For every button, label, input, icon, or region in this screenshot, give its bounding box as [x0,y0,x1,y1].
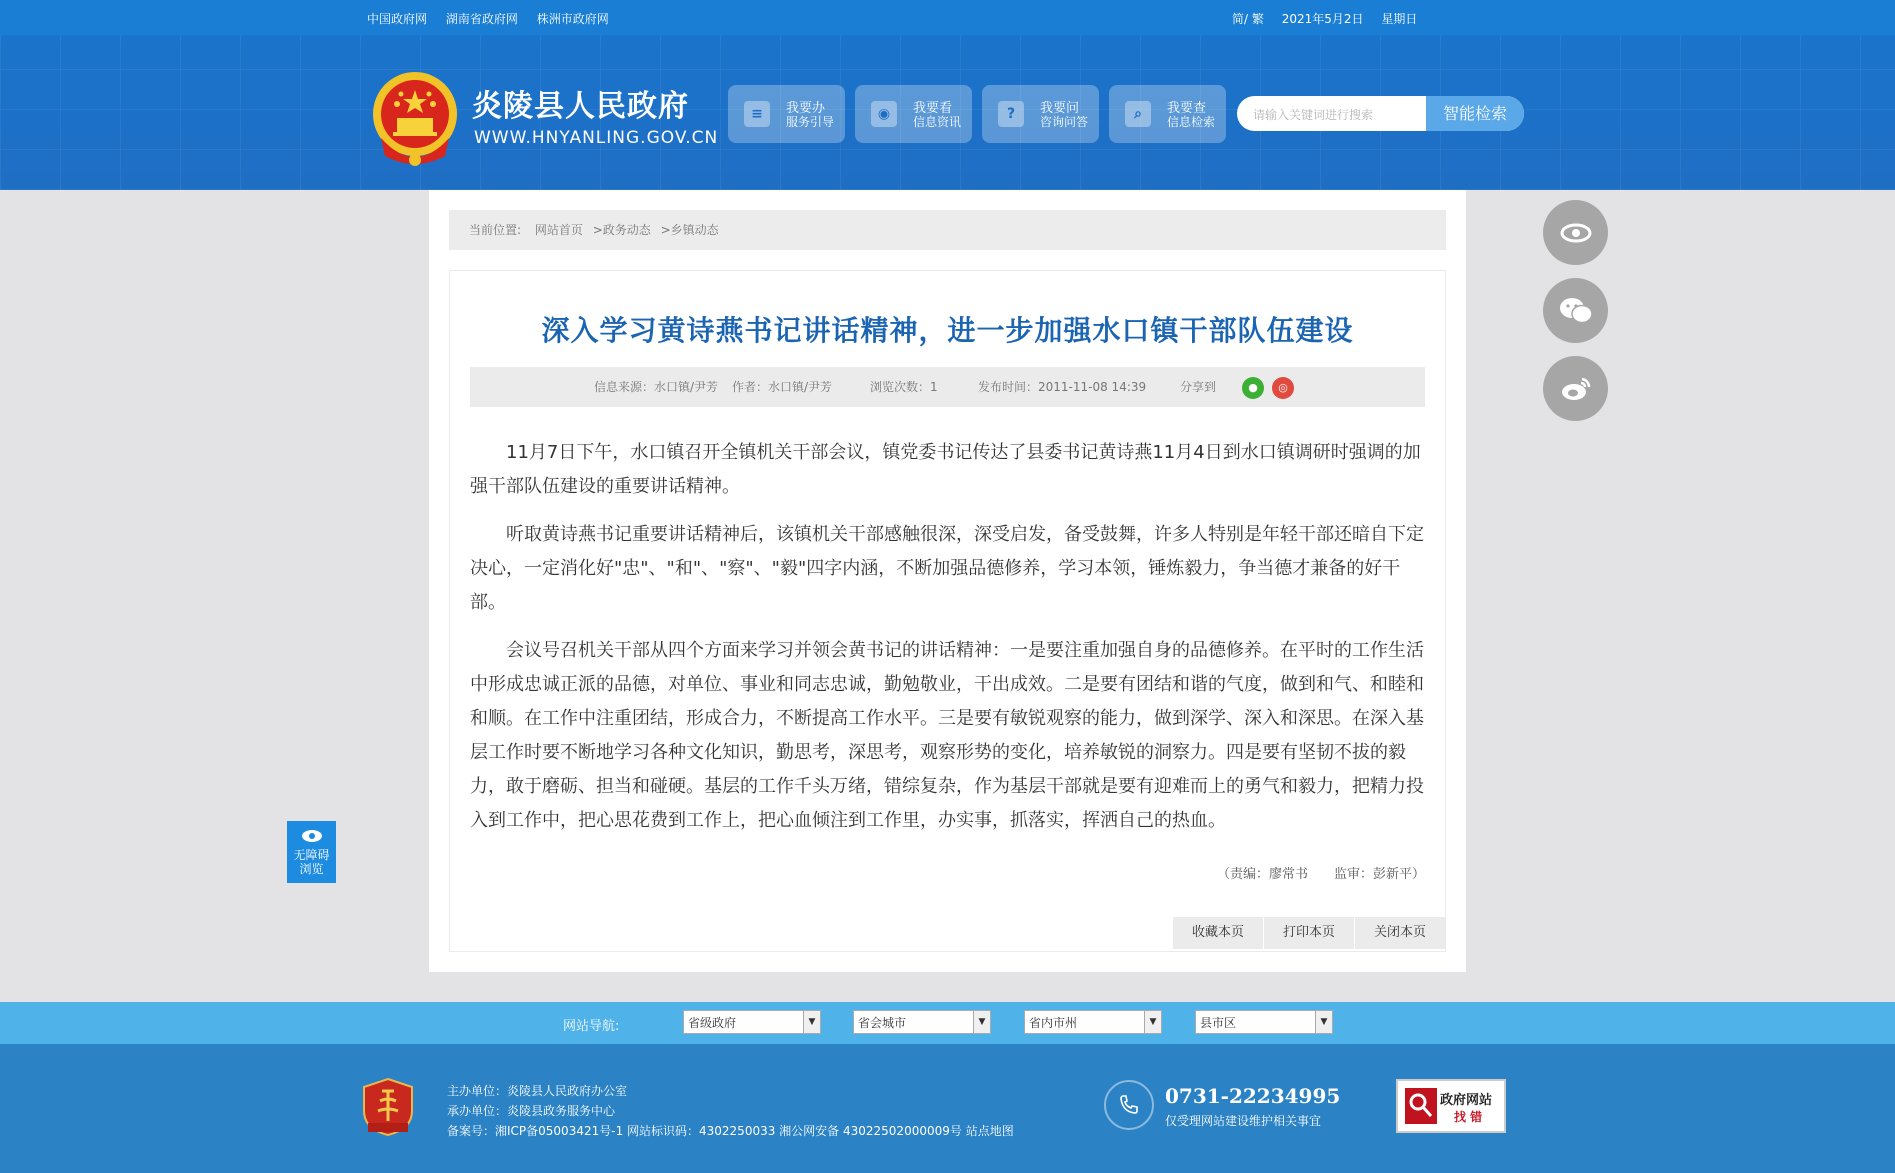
info-news-title: 我要看 [913,101,953,116]
eye-icon [1560,223,1592,243]
top-bar [0,0,1895,35]
side-wechat-button[interactable] [1543,278,1608,343]
info-news-button[interactable] [855,85,972,143]
service-guide-title: 我要办 [786,101,826,116]
accessibility-button[interactable] [287,821,336,883]
consult-qa-title: 我要问 [1040,101,1080,116]
wechat-icon [1559,297,1593,325]
breadcrumb [449,210,1446,250]
badge-subtitle: 找 错 [1454,1110,1483,1124]
bookmark-page-button[interactable]: 收藏本页 [1173,917,1263,949]
chevron-down-icon: ▼ [1144,1011,1161,1033]
current-weekday: 星期日 [1381,12,1418,26]
meta-views: 浏览次数：1 [870,380,938,394]
chevron-down-icon: ▼ [973,1011,990,1033]
site-url: WWW.HNYANLING.GOV.CN [474,128,719,148]
side-weibo-button[interactable] [1543,356,1608,421]
weibo-icon [1560,376,1592,402]
breadcrumb-gov-news[interactable]: >政务动态 [592,223,651,237]
chevron-down-icon: ▼ [1315,1011,1332,1033]
site-nav-bar [0,1002,1895,1044]
footer-host: 主办单位：炎陵县人民政府办公室 [447,1084,628,1098]
select-provincial-gov[interactable] [683,1010,821,1034]
accessibility-label-1: 无障碍 [293,848,330,862]
side-view-button[interactable] [1543,200,1608,265]
select-capital-cities-value: 省会城市 [858,1016,907,1030]
select-provincial-gov-value: 省级政府 [688,1016,737,1030]
site-footer [0,1044,1895,1173]
accessibility-label-2: 浏览 [299,862,324,876]
main-content [429,190,1466,972]
wechat-share-icon[interactable]: ● [1242,377,1264,399]
select-province-cities-value: 省内市州 [1029,1016,1078,1030]
info-news-subtitle: 信息资讯 [913,115,962,129]
article [449,270,1446,952]
consult-qa-subtitle: 咨询问答 [1040,115,1089,129]
party-gov-organ-logo-icon[interactable] [362,1077,414,1137]
select-capital-cities[interactable] [853,1010,991,1034]
close-page-button[interactable]: 关闭本页 [1355,917,1445,949]
article-meta [470,367,1425,407]
link-hunan-gov[interactable]: 湖南省政府网 [445,12,518,26]
article-body [470,436,1425,852]
site-title[interactable]: 炎陵县人民政府 [472,89,689,124]
service-guide-subtitle: 服务引导 [786,115,835,129]
select-counties-value: 县市区 [1200,1016,1237,1030]
article-editors: （责编：廖常书 监审：彭新平） [1216,867,1425,882]
gov-links [367,10,624,27]
consult-qa-button[interactable] [982,85,1099,143]
article-paragraph-3: 会议号召机关干部从四个方面来学习并领会黄书记的讲话精神：一是要注重加强自身的品德修养。在平时的工作生活中形成忠诚正派的品德，对单位、事业和同志忠诚，勤勉敬业，干出成效。二是要有团结和谐的气度，做到和气、和睦和和顺。在工作中注重团结，形成合力，不断提高工作水平。三是要有敏锐观察的能力，做到深学、深入和深思。在深入基层工作时要不断地学习各种文化知识，勤思考，深思考，观察形势的变化，培养敏锐的洞察力。四是要有坚韧不拔的毅力，敢于磨砺、担当和碰硬。基层的工作千头万绪，错综复杂，作为基层干部就是要有迎难而上的勇气和毅力，把精力投入到工作中，把心思花费到工作上，把心血倾注到工作里，办实事，抓落实，挥洒自己的热血。 [470,640,1424,831]
meta-source: 信息来源：水口镇/尹芳 [594,380,719,394]
info-search-subtitle: 信息检索 [1167,115,1216,129]
search-box [1237,96,1524,131]
top-bar-right [1232,10,1431,27]
gov-site-error-report-badge[interactable] [1396,1079,1506,1133]
chevron-down-icon: ▼ [803,1011,820,1033]
phone-icon [1104,1080,1154,1130]
footer-info [447,1081,1014,1141]
print-page-button[interactable]: 打印本页 [1264,917,1354,949]
meta-share-label: 分享到 [1180,380,1217,394]
link-zhuzhou-gov[interactable]: 株洲市政府网 [536,12,609,26]
footer-phone: 0731-22234995 [1165,1084,1341,1108]
info-search-button[interactable] [1109,85,1226,143]
article-title: 深入学习黄诗燕书记讲话精神，进一步加强水口镇干部队伍建设 [541,314,1354,347]
smart-search-button[interactable]: 智能检索 [1426,96,1524,131]
select-counties[interactable] [1195,1010,1333,1034]
question-icon: ? [998,101,1024,127]
meta-author: 作者：水口镇/尹芳 [732,380,833,394]
document-icon: ≡ [744,101,770,127]
article-paragraph-2: 听取黄诗燕书记重要讲话精神后，该镇机关干部感触很深，深受启发，备受鼓舞，许多人特别是年轻干部还暗自下定决心，一定消化好"忠"、"和"、"察"、"毅"四字内涵，不断加强品德修养，学习本领，锤炼毅力，争当德才兼备的好干部。 [470,524,1424,613]
service-guide-button[interactable] [728,85,845,143]
lang-toggle[interactable]: 简/ 繁 [1232,12,1264,26]
article-actions [1172,917,1445,949]
badge-title: 政府网站 [1440,1093,1493,1108]
info-search-title: 我要查 [1167,101,1207,116]
breadcrumb-town-news[interactable]: >乡镇动态 [660,223,719,237]
select-province-cities[interactable] [1024,1010,1162,1034]
eye-icon: ◉ [871,101,897,127]
search-icon: ⌕ [1125,101,1151,127]
current-date: 2021年5月2日 [1281,12,1364,26]
search-input[interactable] [1251,96,1455,131]
breadcrumb-label: 当前位置: [469,223,522,237]
meta-published: 发布时间：2011-11-08 14:39 [978,380,1147,394]
link-china-gov[interactable]: 中国政府网 [367,12,428,26]
footer-organizer: 承办单位：炎陵县政务服务中心 [447,1104,616,1118]
breadcrumb-home[interactable]: 网站首页 [534,223,583,237]
site-header [0,35,1895,190]
national-emblem-icon[interactable] [367,68,463,170]
site-nav-label: 网站导航: [563,1019,620,1034]
footer-record[interactable]: 备案号：湘ICP备05003421号-1 网站标识码：4302250033 湘公网安备 43022502000009号 站点地图 [447,1124,1014,1138]
weibo-share-icon[interactable]: ◎ [1272,377,1294,399]
article-paragraph-1: 11月7日下午，水口镇召开全镇机关干部会议，镇党委书记传达了县委书记黄诗燕11月4日到水口镇调研时强调的加强干部队伍建设的重要讲话精神。 [470,442,1421,497]
eye-icon [301,829,323,843]
magnifier-icon [1404,1087,1438,1125]
footer-phone-note: 仅受理网站建设维护相关事宜 [1165,1114,1322,1128]
